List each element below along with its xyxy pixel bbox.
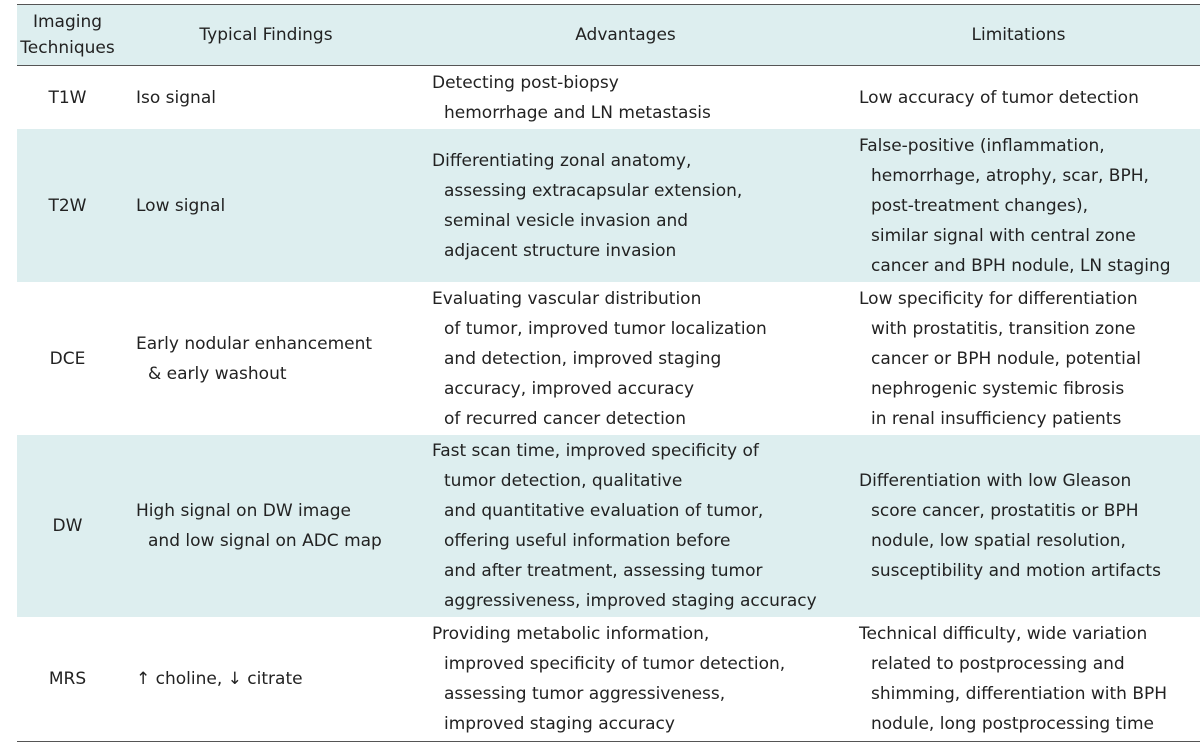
- limitations-cell: [837, 617, 1200, 741]
- technique-label: MRS: [48, 669, 87, 689]
- findings-line: and low signal on ADC map: [148, 531, 382, 551]
- findings-line: High signal on DW image: [136, 501, 351, 521]
- limitations-line: hemorrhage, atrophy, scar, BPH,: [871, 165, 1149, 186]
- limitations-line: nodule, low spatial resolution,: [871, 531, 1126, 551]
- limitations-line: related to postprocessing and: [871, 654, 1125, 674]
- limitations-cell: [837, 66, 1200, 129]
- advantages-line: seminal vesicle invasion and: [444, 210, 689, 231]
- limitations-line: similar signal with central zone: [871, 225, 1136, 246]
- header-typical-findings: Typical Findings: [199, 25, 333, 45]
- findings-line: & early washout: [148, 363, 287, 384]
- technique-cell: [17, 282, 118, 435]
- findings-line: Early nodular enhancement: [136, 333, 373, 354]
- technique-label: T1W: [48, 87, 87, 108]
- header-advantages: Advantages: [575, 25, 676, 45]
- advantages-cell: [414, 129, 837, 282]
- limitations-line: cancer and BPH nodule, LN staging: [871, 255, 1171, 276]
- advantages-line: aggressiveness, improved staging accuracy: [444, 591, 817, 611]
- limitations-line: Low specificity for differentiation: [859, 288, 1138, 309]
- advantages-line: and quantitative evaluation of tumor,: [444, 501, 764, 521]
- technique-cell: [17, 617, 118, 741]
- limitations-line: cancer or BPH nodule, potential: [871, 348, 1141, 369]
- advantages-line: and after treatment, assessing tumor: [444, 561, 763, 581]
- limitations-line: susceptibility and motion artifacts: [871, 561, 1161, 581]
- limitations-line: score cancer, prostatitis or BPH: [871, 501, 1139, 521]
- limitations-line: post-treatment changes),: [871, 195, 1088, 216]
- limitations-cell: [837, 129, 1200, 282]
- advantages-line: Fast scan time, improved specificity of: [432, 441, 759, 461]
- technique-label: DCE: [49, 348, 86, 369]
- findings-line: Iso signal: [136, 87, 216, 108]
- technique-label: T2W: [48, 195, 87, 216]
- table-row: [17, 282, 1200, 435]
- header-col1-line: Imaging: [32, 12, 103, 32]
- table-header: [17, 4, 1200, 66]
- advantages-line: tumor detection, qualitative: [444, 471, 683, 491]
- limitations-line: nephrogenic systemic fibrosis: [871, 378, 1125, 399]
- header-limitations: Limitations: [971, 25, 1066, 45]
- header-imaging-techniques: [17, 5, 118, 65]
- findings-cell: [118, 66, 414, 129]
- advantages-cell: [414, 435, 837, 617]
- advantages-line: improved specificity of tumor detection,: [444, 654, 786, 674]
- advantages-line: Differentiating zonal anatomy,: [432, 150, 692, 171]
- advantages-cell: [414, 282, 837, 435]
- advantages-line: hemorrhage and LN metastasis: [444, 102, 711, 123]
- table-row: [17, 617, 1200, 742]
- advantages-line: and detection, improved staging: [444, 348, 722, 369]
- limitations-line: False-positive (inflammation,: [859, 135, 1105, 156]
- advantages-line: Providing metabolic information,: [432, 624, 710, 644]
- limitations-line: shimming, differentiation with BPH: [871, 684, 1168, 704]
- limitations-cell: [837, 282, 1200, 435]
- findings-cell: [118, 617, 414, 741]
- advantages-line: improved staging accuracy: [444, 714, 675, 734]
- table-row: [17, 66, 1200, 129]
- advantages-line: Detecting post-biopsy: [432, 72, 619, 93]
- limitations-line: Low accuracy of tumor detection: [859, 87, 1139, 108]
- limitations-line: Differentiation with low Gleason: [859, 471, 1132, 491]
- findings-cell: [118, 435, 414, 617]
- advantages-cell: [414, 617, 837, 741]
- findings-cell: [118, 129, 414, 282]
- findings-line: ↑ choline, ↓ citrate: [136, 669, 303, 689]
- limitations-line: Technical difficulty, wide variation: [859, 624, 1148, 644]
- technique-cell: [17, 435, 118, 617]
- technique-cell: [17, 129, 118, 282]
- imaging-table: [17, 4, 1200, 742]
- limitations-cell: [837, 435, 1200, 617]
- table-row: [17, 435, 1200, 617]
- technique-label: DW: [52, 516, 83, 536]
- advantages-line: offering useful information before: [444, 531, 731, 551]
- limitations-line: with prostatitis, transition zone: [871, 318, 1136, 339]
- table-row: [17, 129, 1200, 282]
- findings-line: Low signal: [136, 195, 226, 216]
- technique-cell: [17, 66, 118, 129]
- advantages-line: Evaluating vascular distribution: [432, 288, 702, 309]
- advantages-line: assessing tumor aggressiveness,: [444, 684, 726, 704]
- advantages-line: assessing extracapsular extension,: [444, 180, 743, 201]
- advantages-cell: [414, 66, 837, 129]
- limitations-line: in renal insufficiency patients: [871, 408, 1122, 429]
- findings-cell: [118, 282, 414, 435]
- advantages-line: accuracy, improved accuracy: [444, 378, 695, 399]
- advantages-line: of recurred cancer detection: [444, 408, 686, 429]
- limitations-line: nodule, long postprocessing time: [871, 714, 1154, 734]
- header-col1-line: Techniques: [20, 38, 115, 58]
- advantages-line: of tumor, improved tumor localization: [444, 318, 767, 339]
- advantages-line: adjacent structure invasion: [444, 240, 677, 261]
